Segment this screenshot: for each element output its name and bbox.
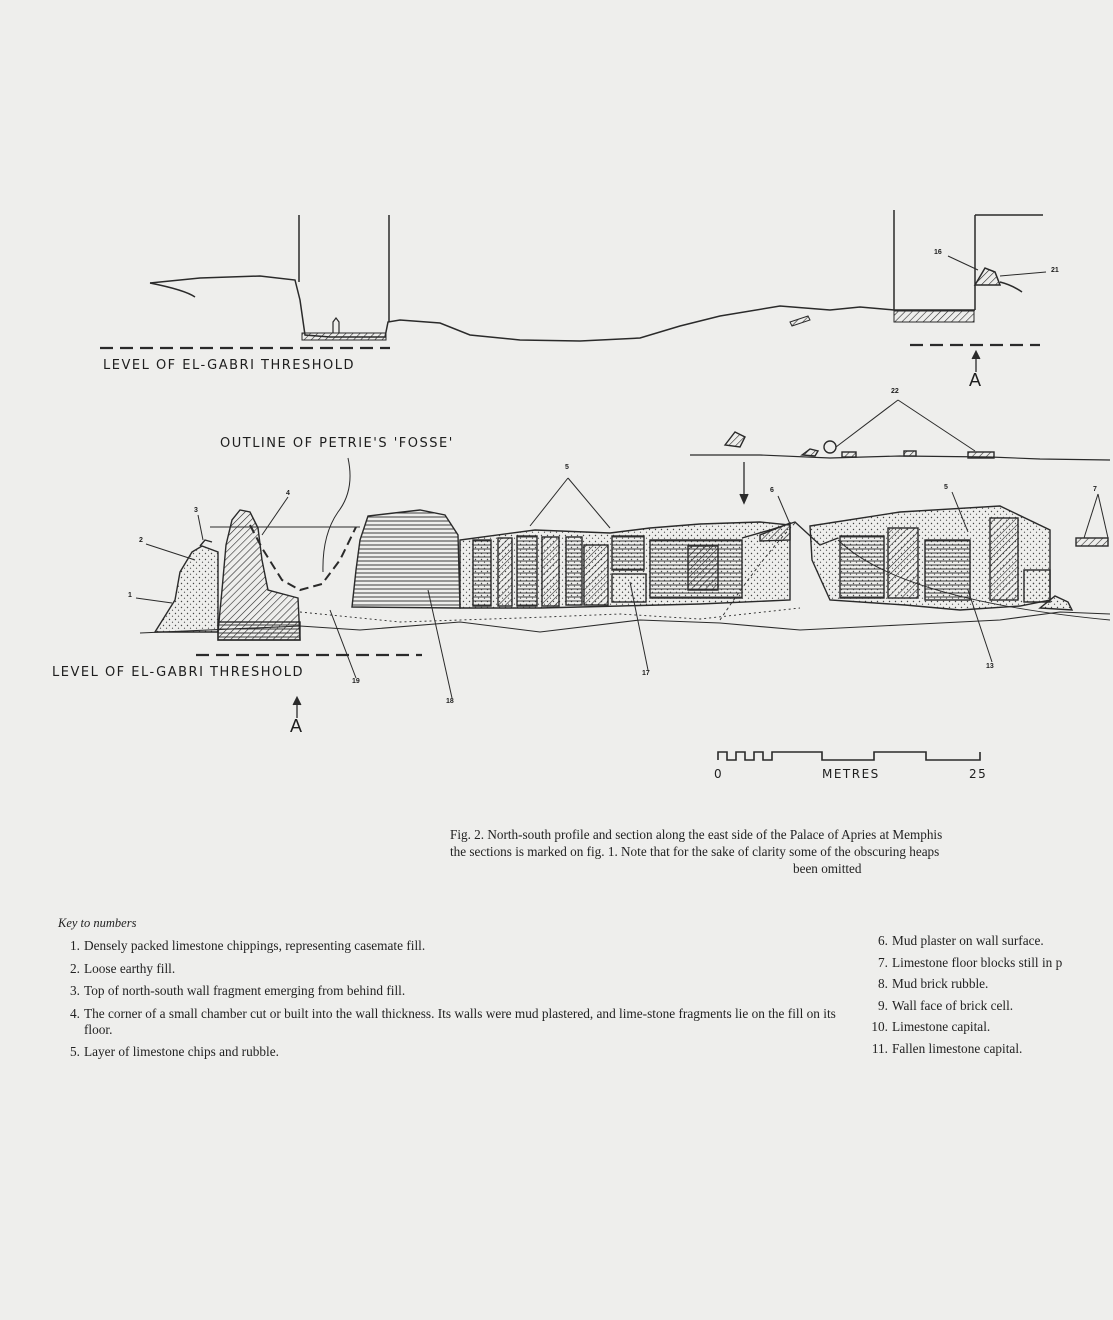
key-text: Densely packed limestone chippings, representing casemate fill. (84, 938, 426, 953)
key-text: Fallen limestone capital. (892, 1040, 1023, 1056)
key-text: Loose earthy fill. (84, 960, 176, 976)
key-number: 6. (878, 933, 888, 948)
key-text: Wall face of brick cell. (892, 997, 1014, 1013)
key-number: 8. (878, 976, 888, 991)
key-number: 7. (878, 954, 888, 970)
ref-number: 21 (1051, 267, 1059, 274)
key-number: 10. (871, 1019, 888, 1034)
ref-number: 3 (194, 507, 198, 514)
key-number: 11. (871, 1040, 888, 1056)
ref-number: 7 (1093, 486, 1097, 493)
key-text: Top of north-south wall fragment emerging from behind fill. (84, 983, 406, 998)
section-mark-bottom: A (290, 716, 303, 736)
ref-number: 1 (128, 592, 132, 599)
level-label-bottom: LEVEL OF EL-GABRI THRESHOLD (52, 665, 305, 680)
level-label-top: LEVEL OF EL-GABRI THRESHOLD (103, 358, 356, 373)
key-item (866, 955, 1113, 971)
key-item (58, 938, 858, 954)
ref-number: 2 (139, 537, 143, 544)
key-text: Mud plaster on wall surface. (892, 933, 1044, 948)
key-list-left (58, 938, 858, 1067)
key-number: 2. (70, 960, 80, 976)
key-title: Key to numbers (58, 916, 137, 930)
key-item (58, 1044, 858, 1060)
ref-number: 13 (986, 663, 994, 670)
key-number: 9. (878, 997, 888, 1013)
key-item (866, 933, 1113, 949)
ref-number: 5 (565, 464, 569, 471)
key-item (866, 1019, 1113, 1035)
key-item (866, 1041, 1113, 1057)
caption-line: Fig. 2. North-south profile and section along the east side of the Palace of Apries at Memphis (450, 827, 943, 842)
caption-line: been omitted (793, 861, 862, 876)
key-number: 4. (70, 1005, 80, 1021)
key-text: Layer of limestone chips and rubble. (84, 1044, 279, 1059)
key-item (866, 998, 1113, 1014)
ref-number: 6 (770, 487, 774, 494)
fosse-label: OUTLINE OF PETRIE'S 'FOSSE' (220, 436, 454, 451)
scale-bar (718, 752, 980, 760)
scale-end: 25 (969, 767, 988, 781)
key-text: Limestone floor blocks still in p (892, 954, 1063, 970)
figure-caption (450, 826, 1113, 877)
ref-number: 16 (934, 249, 942, 256)
caption-line: the sections is marked on fig. 1. Note that for the sake of clarity some of the obscuring heaps (450, 844, 940, 859)
ref-number: 18 (446, 698, 454, 705)
ref-number: 5 (944, 484, 948, 491)
ref-number: 19 (352, 678, 360, 685)
key-item (866, 976, 1113, 992)
key-text: Mud brick rubble. (892, 976, 989, 991)
key-item (58, 961, 858, 977)
ref-number: 22 (891, 388, 899, 395)
key-number: 3. (70, 983, 80, 998)
key-text: The corner of a small chamber cut or built into the wall thickness. Its walls were mud plastered, and lime-stone fragments lie on the fill on its floor. (84, 1005, 836, 1037)
key-item (58, 983, 858, 999)
scale-unit: METRES (822, 767, 880, 781)
ref-number: 4 (286, 490, 290, 497)
section-mark-top: A (969, 370, 982, 390)
key-text: Limestone capital. (892, 1019, 991, 1034)
key-list-right (866, 933, 1113, 1062)
key-item (58, 1006, 854, 1038)
key-number: 1. (70, 938, 80, 953)
key-number: 5. (70, 1044, 80, 1059)
scale-start: 0 (714, 767, 724, 781)
ref-number: 17 (642, 670, 650, 677)
